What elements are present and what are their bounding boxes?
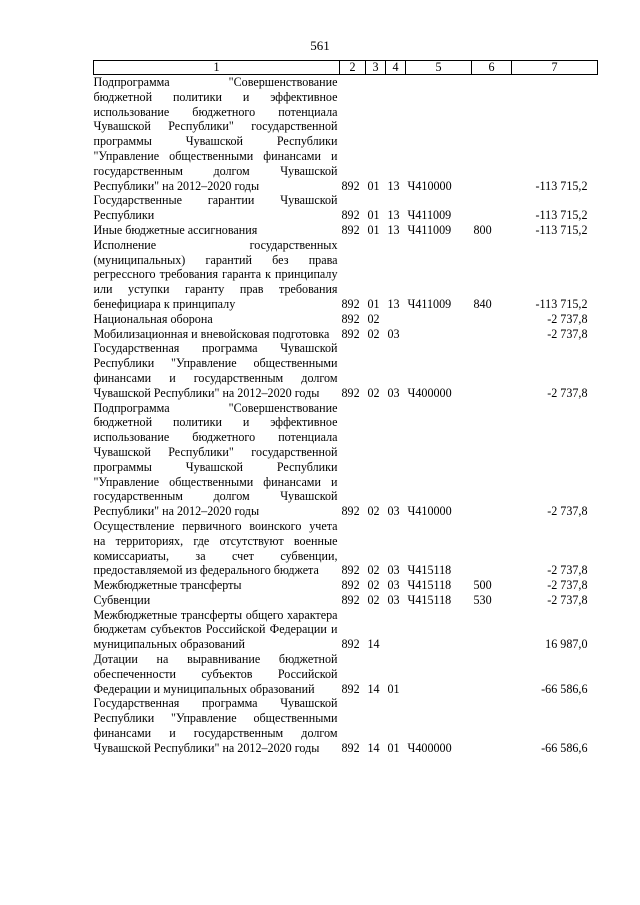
col-header-1: 1 xyxy=(94,61,340,75)
cell-amount: -66 586,6 xyxy=(541,681,588,696)
budget-table xyxy=(93,60,598,756)
table-row xyxy=(94,341,598,400)
cell-amount: -113 715,2 xyxy=(535,296,588,311)
cell-amount: -2 737,8 xyxy=(547,504,588,519)
cell-expense-type xyxy=(472,75,512,194)
table-row xyxy=(94,312,598,327)
cell-admin-code: 892 xyxy=(341,504,360,519)
cell-section: 01 xyxy=(367,178,380,193)
table-row xyxy=(94,652,598,696)
cell-section: 02 xyxy=(367,385,380,400)
cell-admin-code: 892 xyxy=(341,592,360,607)
cell-admin-code: 892 xyxy=(341,296,360,311)
cell-section: 01 xyxy=(367,222,380,237)
row-name: Исполнение государственных (муниципальных) гарантий без права регрессного требования гаранта к принципалу или уступки гаранту прав требования бенефициара к принципалу xyxy=(93,237,338,311)
cell-target-article: Ч415118 xyxy=(407,578,452,593)
table-row xyxy=(94,401,598,519)
cell-subsection: 03 xyxy=(387,504,400,519)
cell-target-article: Ч410000 xyxy=(407,178,452,193)
cell-target-article: Ч400000 xyxy=(407,385,452,400)
cell-expense-type xyxy=(472,652,512,696)
cell-amount: -2 737,8 xyxy=(547,326,588,341)
row-name: Осуществление первичного воинского учета на территориях, где отсутствуют военные комиссариаты, за счет субвенции, предоставляемой из федерального бюджета xyxy=(93,518,338,578)
cell-expense-type xyxy=(472,608,512,652)
cell-section: 02 xyxy=(367,563,380,578)
cell-subsection xyxy=(386,608,406,652)
row-name: Межбюджетные трансферты xyxy=(93,578,242,593)
header-row xyxy=(94,61,598,75)
cell-subsection: 03 xyxy=(387,385,400,400)
cell-subsection: 13 xyxy=(387,208,400,223)
cell-amount: -113 715,2 xyxy=(535,178,588,193)
table-row xyxy=(94,519,598,578)
page-number: 561 xyxy=(310,38,330,53)
cell-section: 01 xyxy=(367,208,380,223)
cell-amount: -2 737,8 xyxy=(547,311,588,326)
cell-admin-code: 892 xyxy=(341,578,360,593)
cell-subsection: 01 xyxy=(387,681,400,696)
col-header-3: 3 xyxy=(366,61,386,75)
cell-expense-type: 500 xyxy=(473,578,492,593)
col-header-5: 5 xyxy=(406,61,472,75)
cell-target-article xyxy=(406,652,472,696)
cell-expense-type xyxy=(472,327,512,342)
cell-target-article: Ч415118 xyxy=(407,592,452,607)
cell-expense-type: 840 xyxy=(473,296,492,311)
cell-section: 02 xyxy=(367,578,380,593)
row-name: Государственные гарантии Чувашской Республики xyxy=(93,193,338,223)
cell-admin-code: 892 xyxy=(341,222,360,237)
table-row xyxy=(94,223,598,238)
cell-target-article: Ч411009 xyxy=(407,296,452,311)
cell-admin-code: 892 xyxy=(341,637,360,652)
row-name: Межбюджетные трансферты общего характера бюджетам субъектов Российской Федерации и муниципальных образований xyxy=(93,607,338,652)
cell-admin-code: 892 xyxy=(341,563,360,578)
cell-subsection: 13 xyxy=(387,296,400,311)
row-name: Мобилизационная и вневойсковая подготовка xyxy=(93,326,330,341)
cell-expense-type xyxy=(472,312,512,327)
cell-admin-code: 892 xyxy=(341,326,360,341)
cell-target-article xyxy=(406,312,472,327)
table-row xyxy=(94,593,598,608)
cell-admin-code: 892 xyxy=(341,178,360,193)
cell-subsection: 03 xyxy=(387,326,400,341)
col-header-7: 7 xyxy=(512,61,598,75)
cell-subsection: 03 xyxy=(387,563,400,578)
table-row xyxy=(94,75,598,194)
cell-section: 02 xyxy=(367,326,380,341)
cell-section: 01 xyxy=(367,296,380,311)
cell-amount: -113 715,2 xyxy=(535,208,588,223)
cell-amount: -66 586,6 xyxy=(541,740,588,755)
cell-subsection: 03 xyxy=(387,578,400,593)
cell-target-article: Ч400000 xyxy=(407,740,452,755)
row-name: Иные бюджетные ассигнования xyxy=(93,222,258,237)
cell-expense-type xyxy=(472,696,512,755)
table-row xyxy=(94,608,598,652)
cell-amount: -2 737,8 xyxy=(547,592,588,607)
cell-expense-type xyxy=(472,341,512,400)
table-row xyxy=(94,327,598,342)
cell-admin-code: 892 xyxy=(341,385,360,400)
cell-admin-code: 892 xyxy=(341,311,360,326)
col-header-4: 4 xyxy=(386,61,406,75)
cell-expense-type: 800 xyxy=(473,222,492,237)
cell-target-article: Ч411009 xyxy=(407,208,452,223)
cell-target-article xyxy=(406,327,472,342)
row-name: Государственная программа Чувашской Республики "Управление общественными финансами и государственным долгом Чувашской Республики" на 2012–2020 годы xyxy=(93,696,338,755)
cell-admin-code: 892 xyxy=(341,740,360,755)
cell-section: 14 xyxy=(367,681,380,696)
cell-expense-type xyxy=(472,519,512,578)
cell-section: 02 xyxy=(367,311,380,326)
row-name: Субвенции xyxy=(93,592,151,607)
cell-subsection: 13 xyxy=(387,222,400,237)
cell-target-article: Ч415118 xyxy=(407,563,452,578)
row-name: Дотации на выравнивание бюджетной обеспеченности субъектов Российской Федерации и муниципальных образований xyxy=(93,652,338,696)
row-name: Подпрограмма "Совершенствование бюджетной политики и эффективное использование бюджетного потенциала Чувашской Республики" государственной программы Чувашской Республики "Управление общественными финансами и государственным долгом Чувашской Республики" на 2012–2020 годы xyxy=(93,75,338,193)
cell-section: 14 xyxy=(367,637,380,652)
cell-amount: 16 987,0 xyxy=(545,637,588,652)
cell-target-article: Ч411009 xyxy=(407,222,452,237)
cell-section: 02 xyxy=(367,592,380,607)
cell-expense-type: 530 xyxy=(473,592,492,607)
col-header-2: 2 xyxy=(340,61,366,75)
row-name: Государственная программа Чувашской Республики "Управление общественными финансами и государственным долгом Чувашской Республики" на 2012–2020 годы xyxy=(93,341,338,400)
cell-amount: -2 737,8 xyxy=(547,385,588,400)
cell-subsection xyxy=(386,312,406,327)
cell-amount: -2 737,8 xyxy=(547,563,588,578)
cell-subsection: 13 xyxy=(387,178,400,193)
table-row xyxy=(94,696,598,755)
table-row xyxy=(94,193,598,223)
cell-expense-type xyxy=(472,193,512,223)
cell-target-article: Ч410000 xyxy=(407,504,452,519)
cell-amount: -113 715,2 xyxy=(535,222,588,237)
table-row xyxy=(94,578,598,593)
cell-amount: -2 737,8 xyxy=(547,578,588,593)
cell-subsection: 03 xyxy=(387,592,400,607)
col-header-6: 6 xyxy=(472,61,512,75)
cell-section: 02 xyxy=(367,504,380,519)
table-row xyxy=(94,238,598,312)
row-name: Подпрограмма "Совершенствование бюджетной политики и эффективное использование бюджетного потенциала Чувашской Республики" государственной программы Чувашской Республики "Управление общественными финансами и государственным долгом Чувашской Республики" на 2012–2020 годы xyxy=(93,400,338,519)
cell-section: 14 xyxy=(367,740,380,755)
row-name: Национальная оборона xyxy=(93,311,213,326)
cell-admin-code: 892 xyxy=(341,208,360,223)
cell-admin-code: 892 xyxy=(341,681,360,696)
cell-target-article xyxy=(406,608,472,652)
cell-expense-type xyxy=(472,401,512,519)
cell-subsection: 01 xyxy=(387,740,400,755)
